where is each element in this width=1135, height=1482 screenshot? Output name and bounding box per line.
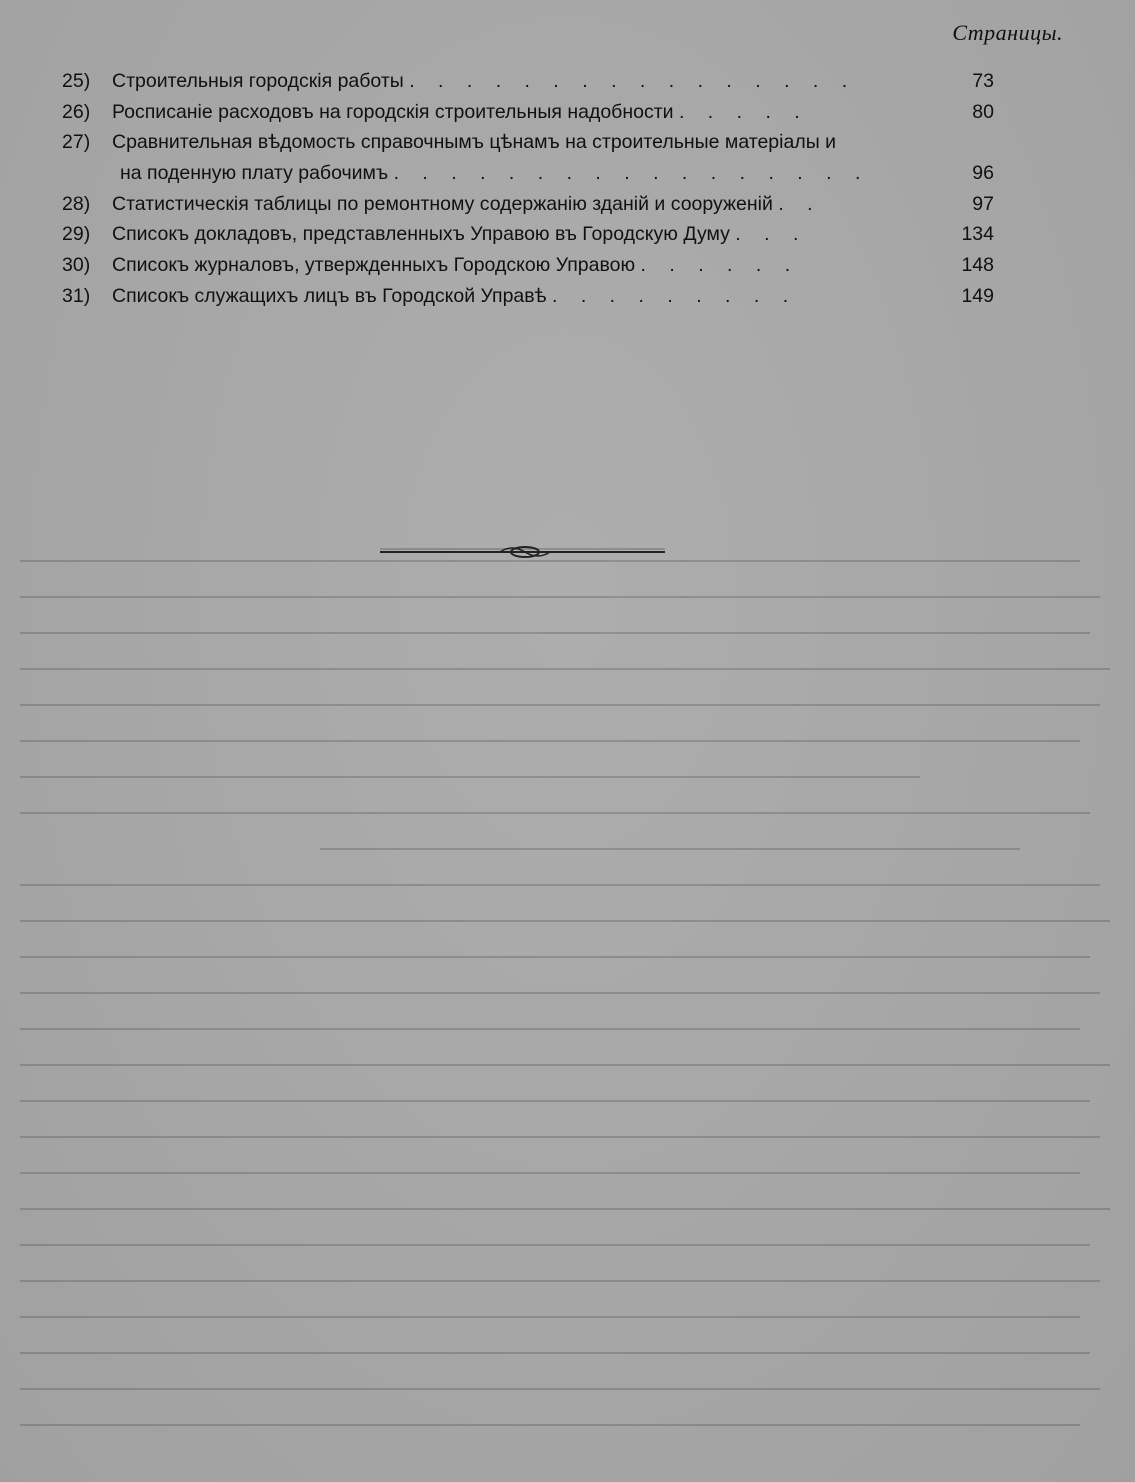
entry-page: 149	[961, 284, 994, 307]
entry-number: 30)	[62, 254, 91, 277]
entry-page: 148	[961, 254, 994, 277]
entry-page: 96	[972, 162, 994, 185]
toc-entry	[62, 189, 994, 220]
ornament-divider	[380, 542, 665, 562]
leader-dots: . .	[778, 192, 822, 215]
toc-entry	[62, 250, 994, 281]
entry-title: Статистическія таблицы по ремонтному содержанію зданій и сооруженій . .	[112, 192, 822, 215]
entry-number: 28)	[62, 192, 91, 215]
leader-dots: . . . . . . . . . . . . . . . .	[409, 70, 857, 92]
toc-entry	[62, 66, 994, 97]
leader-dots: . . . . . .	[640, 254, 800, 277]
toc-entry	[62, 127, 994, 158]
entry-number: 27)	[62, 131, 91, 154]
entry-page: 97	[972, 192, 994, 215]
table-of-contents	[62, 66, 994, 312]
entry-title: Списокъ служащихъ лицъ въ Городской Управѣ . . . . . . . . .	[112, 284, 798, 307]
entry-page: 134	[961, 223, 994, 246]
toc-entry-continuation	[62, 158, 994, 189]
toc-entry	[62, 281, 994, 312]
entry-number: 25)	[62, 70, 91, 92]
leader-dots: . . .	[735, 223, 808, 246]
entry-title: Списокъ докладовъ, представленныхъ Управою въ Городскую Думу . . .	[112, 223, 808, 246]
bleed-through-background	[0, 320, 1135, 1482]
entry-number: 29)	[62, 223, 91, 246]
pages-column-header: Страницы.	[952, 20, 1063, 45]
leader-dots: . . . . . . . . .	[552, 284, 798, 307]
entry-number: 26)	[62, 100, 91, 123]
entry-title: на поденную плату рабочимъ . . . . . . . . . . . . . . . . .	[120, 162, 870, 185]
entry-title: Сравнительная вѣдомость справочнымъ цѣнамъ на строительные матеріалы и	[112, 131, 837, 154]
entry-title: Списокъ журналовъ, утвержденныхъ Городскою Управою . . . . . .	[112, 254, 800, 277]
toc-entry	[62, 219, 994, 250]
entry-title: Росписаніе расходовъ на городскія строительныя надобности . . . . .	[112, 100, 809, 123]
entry-page: 73	[972, 70, 994, 92]
leader-dots: . . . . .	[678, 100, 809, 123]
leader-dots: . . . . . . . . . . . . . . . . .	[393, 162, 870, 185]
entry-page: 80	[972, 100, 994, 123]
toc-entry	[62, 97, 994, 128]
entry-title: Строительныя городскія работы . . . . . . . . . . . . . . . .	[112, 70, 857, 92]
ghost-text-lines	[20, 560, 1120, 1460]
entry-number: 31)	[62, 284, 91, 307]
